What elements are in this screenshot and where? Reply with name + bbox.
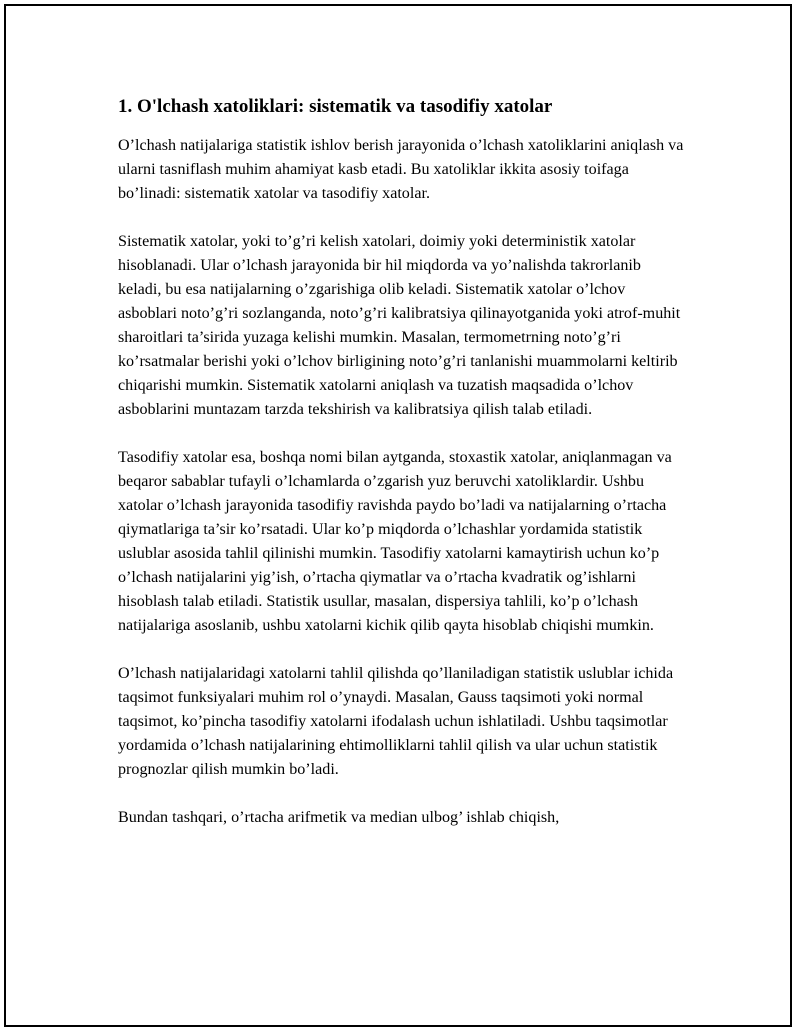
paragraph-random-errors: Tasodifiy xatolar esa, boshqa nomi bilan aytganda, stoxastik xatolar, aniqlanmagan va beqaror sabablar tufayli o’lchamlarda o’zgarish yuz beruvchi xatoliklardir. Ushbu xatolar o’lchash jarayonida tasodifiy ravishda paydo bo’ladi va natijalarning o’rtacha qiymatlariga ta’sir ko’rsatadi. Ular ko’p miqdorda o’lchashlar yordamida statistik uslublar asosida tahlil qilinishi mumkin. Tasodifiy xatolarni kamaytirish uchun ko’p o’lchash natijalarini yig’ish, o’rtacha qiymatlar va o’rtacha kvadratik og’ishlarni hisoblash talab etiladi. Statistik usullar, masalan, dispersiya tahlili, ko’p o’lchash natijalariga asoslanib, ushbu xatolarni kichik qilib qayta hisoblab chiqishi mumkin. (118, 449, 672, 634)
paragraph-continuation: Bundan tashqari, o’rtacha arifmetik va median ulbog’ ishlab chiqish, (118, 809, 560, 826)
paragraph-distribution-functions: O’lchash natijalaridagi xatolarni tahlil qilishda qo’llaniladigan statistik uslublar ichida taqsimot funksiyalari muhim rol o’ynaydi. Masalan, Gauss taqsimoti yoki normal taqsimot, ko’pincha tasodifiy xatolarni ifodalash uchun ishlatiladi. Ushbu taqsimotlar yordamida o’lchash natijalarining ehtimolliklarni tahlil qilish va ular uchun statistik prognozlar qilish mumkin bo’ladi. (118, 665, 674, 778)
paragraph-systematic-errors: Sistematik xatolar, yoki to’g’ri kelish xatolari, doimiy yoki deterministik xatolar hisoblanadi. Ular o’lchash jarayonida bir hil miqdorda va yo’nalishda takrorlanib keladi, bu esa natijalarning o’zgarishiga olib keladi. Sistematik xatolar o’lchov asboblari noto’g’ri sozlanganda, noto’g’ri kalibratsiya qilinayotganida yoki atrof-muhit sharoitlari ta’sirida yuzaga kelishi mumkin. Masalan, termometrning noto’g’ri ko’rsatmalar berishi yoki o’lchov birligining noto’g’ri tanlanishi muammolarni keltirib chiqarishi mumkin. Sistematik xatolarni aniqlash va tuzatish maqsadida o’lchov asboblarini muntazam tarzda tekshirish va kalibratsiya qilish talab etiladi. (118, 233, 681, 418)
paragraph-intro: O’lchash natijalariga statistik ishlov berish jarayonida o’lchash xatoliklarini aniqlash va ularni tasniflash muhim ahamiyat kasb etadi. Bu xatoliklar ikkita asosiy toifaga bo’linadi: sistematik xatolar va tasodifiy xatolar. (118, 137, 684, 202)
section-heading: 1. O'lchash xatoliklari: sistematik va tasodifiy xatolar (118, 96, 553, 117)
document-body (118, 94, 688, 854)
